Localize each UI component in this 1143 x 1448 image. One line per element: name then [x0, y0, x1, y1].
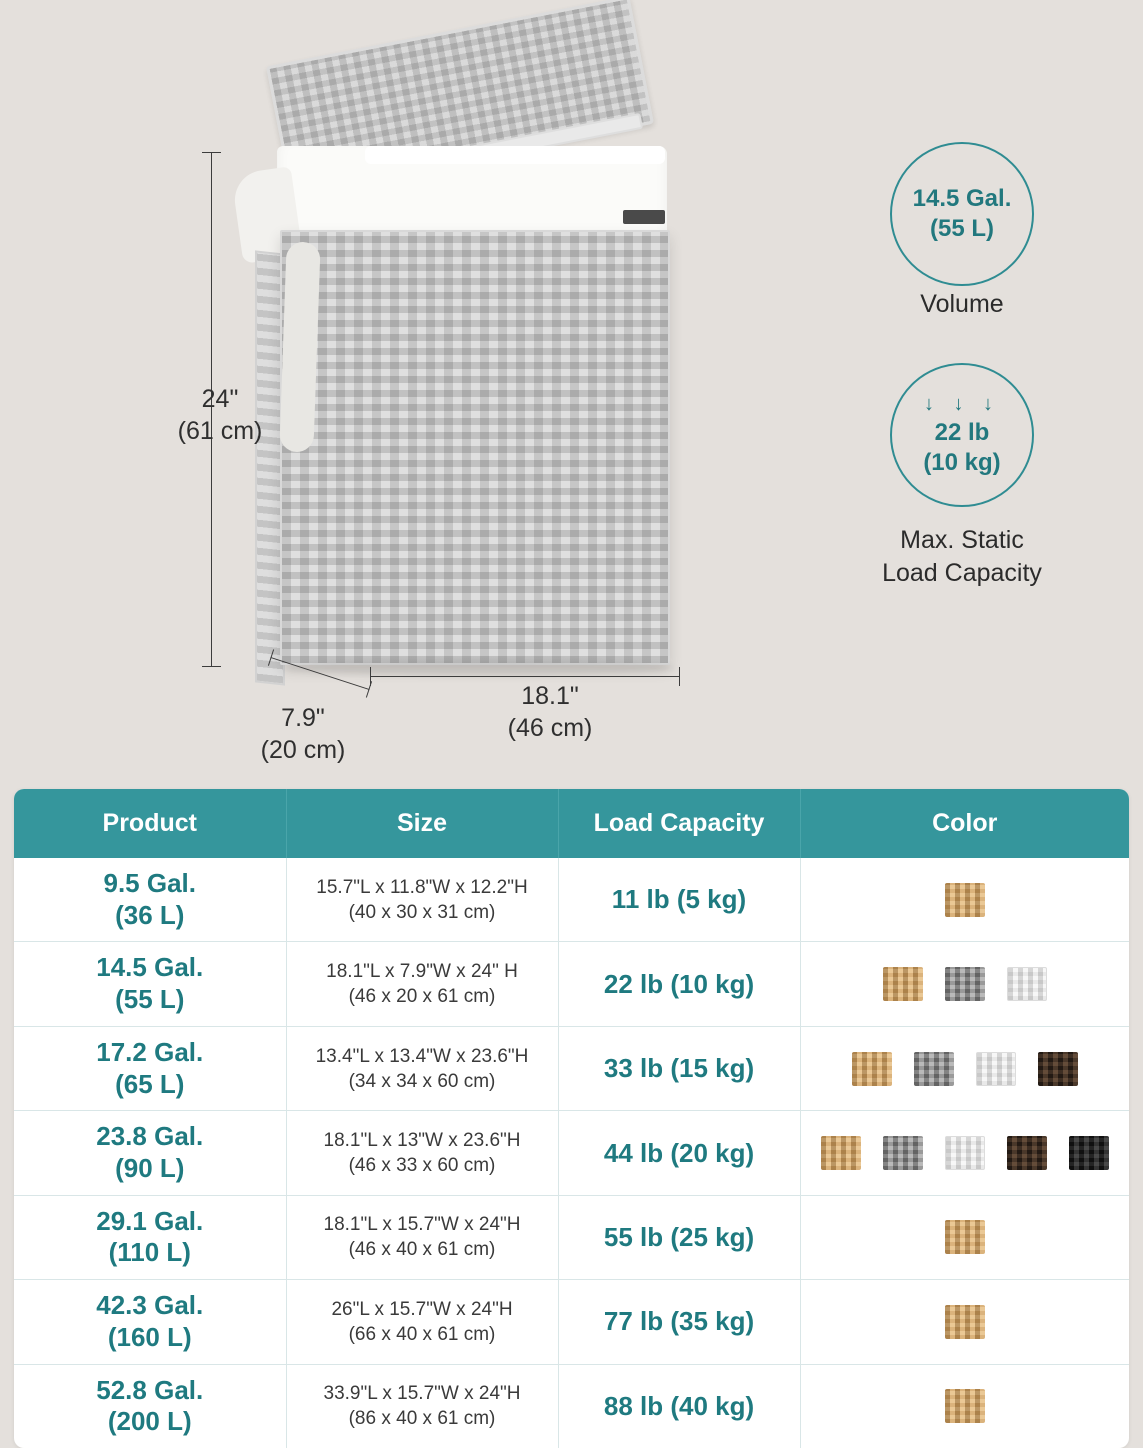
column-header-product: Product [14, 789, 286, 858]
size-metric: (66 x 40 x 61 cm) [348, 1323, 496, 1345]
cell-size [286, 1026, 558, 1110]
size-imperial: 13.4"L x 13.4"W x 23.6"H [315, 1045, 529, 1067]
column-header-load-capacity: Load Capacity [558, 789, 800, 858]
color-swatch-group [807, 1305, 1124, 1339]
color-swatch-natural [945, 883, 985, 917]
load-badge-pounds: 22 lb [934, 419, 990, 446]
cell-size [286, 1111, 558, 1195]
hamper-woven-body [280, 230, 670, 665]
color-swatch-brown [1038, 1052, 1078, 1086]
cell-color [800, 942, 1129, 1026]
hamper-shadow [285, 660, 675, 676]
size-imperial: 18.1"L x 15.7"W x 24"H [323, 1214, 521, 1236]
product-volume-gal: 52.8 Gal. [96, 1374, 204, 1405]
product-volume-l: (110 L) [108, 1237, 191, 1268]
column-header-size: Size [286, 789, 558, 858]
load-caption-line2: Load Capacity [882, 558, 1042, 587]
color-swatch-brown [1007, 1136, 1047, 1170]
cell-color [800, 1195, 1129, 1279]
color-swatch-natural [852, 1052, 892, 1086]
color-swatch-white [976, 1052, 1016, 1086]
product-volume-gal: 42.3 Gal. [96, 1290, 204, 1321]
color-swatch-group [807, 1220, 1124, 1254]
product-volume-l: (200 L) [107, 1406, 192, 1437]
product-volume-l: (36 L) [115, 899, 185, 930]
cell-product [14, 858, 286, 942]
size-imperial: 18.1"L x 7.9"W x 24" H [326, 961, 518, 983]
cell-load-capacity: 11 lb (5 kg) [558, 858, 800, 942]
color-swatch-white [945, 1136, 985, 1170]
color-swatch-grey [914, 1052, 954, 1086]
color-swatch-group [807, 1136, 1124, 1170]
product-volume-l: (160 L) [107, 1321, 192, 1352]
color-swatch-natural [883, 967, 923, 1001]
cell-load-capacity: 77 lb (35 kg) [558, 1280, 800, 1364]
product-volume-l: (90 L) [115, 1153, 185, 1184]
product-volume-gal: 14.5 Gal. [96, 952, 204, 983]
volume-badge [890, 142, 1034, 286]
cell-load-capacity: 88 lb (40 kg) [558, 1364, 800, 1448]
load-capacity-badge-caption [792, 524, 1132, 589]
brand-logo-tag [623, 210, 665, 224]
width-value-inches: 18.1" [521, 682, 579, 710]
color-swatch-group [807, 883, 1124, 917]
size-imperial: 18.1"L x 13"W x 23.6"H [323, 1129, 521, 1151]
width-dimension-line [370, 676, 680, 677]
table-row [14, 942, 1129, 1026]
size-metric: (46 x 33 x 60 cm) [348, 1155, 496, 1177]
product-spec-table [14, 789, 1129, 1448]
table-row [14, 1195, 1129, 1279]
cell-size [286, 1364, 558, 1448]
depth-dimension-label [238, 702, 368, 766]
dimension-cap-top [202, 152, 221, 153]
cell-size [286, 1280, 558, 1364]
color-swatch-natural [945, 1305, 985, 1339]
cell-color [800, 1026, 1129, 1110]
size-metric: (34 x 34 x 60 cm) [348, 1070, 496, 1092]
dimension-cap-bottom [202, 666, 221, 667]
color-swatch-grey [883, 1136, 923, 1170]
laundry-hamper-illustration [255, 20, 685, 680]
size-metric: (40 x 30 x 31 cm) [348, 901, 496, 923]
cell-product [14, 1026, 286, 1110]
color-swatch-natural [821, 1136, 861, 1170]
product-volume-l: (65 L) [115, 1068, 185, 1099]
color-swatch-group [807, 1389, 1124, 1423]
cell-load-capacity: 44 lb (20 kg) [558, 1111, 800, 1195]
size-metric: (86 x 40 x 61 cm) [348, 1408, 496, 1430]
product-volume-l: (55 L) [115, 984, 185, 1015]
table-row [14, 858, 1129, 942]
column-header-color: Color [800, 789, 1129, 858]
color-swatch-natural [945, 1220, 985, 1254]
product-volume-gal: 23.8 Gal. [96, 1121, 204, 1152]
size-metric: (46 x 20 x 61 cm) [348, 986, 496, 1008]
color-swatch-white [1007, 967, 1047, 1001]
cell-size [286, 858, 558, 942]
cell-product [14, 942, 286, 1026]
dimension-cap-right [366, 681, 372, 697]
specification-table [14, 789, 1129, 1448]
volume-badge-liters: (55 L) [929, 215, 994, 242]
down-arrows-icon: ↓ ↓ ↓ [923, 393, 1001, 415]
cell-size [286, 942, 558, 1026]
width-dimension-label [460, 680, 640, 744]
color-swatch-natural [945, 1389, 985, 1423]
depth-value-inches: 7.9" [281, 704, 325, 732]
color-swatch-grey [945, 967, 985, 1001]
color-swatch-black [1069, 1136, 1109, 1170]
cell-size [286, 1195, 558, 1279]
height-value-cm: (61 cm) [177, 417, 263, 445]
height-dimension-label [160, 383, 280, 447]
cell-load-capacity: 55 lb (25 kg) [558, 1195, 800, 1279]
cell-load-capacity: 22 lb (10 kg) [558, 942, 800, 1026]
color-swatch-group [807, 967, 1124, 1001]
cell-color [800, 1111, 1129, 1195]
table-row [14, 1111, 1129, 1195]
table-header-row [14, 789, 1129, 858]
load-caption-line1: Max. Static [900, 526, 1024, 554]
cell-color [800, 1364, 1129, 1448]
table-row [14, 1364, 1129, 1448]
cell-product [14, 1280, 286, 1364]
product-volume-gal: 9.5 Gal. [103, 868, 196, 898]
cell-color [800, 1280, 1129, 1364]
cell-color [800, 858, 1129, 942]
size-imperial: 15.7"L x 11.8"W x 12.2"H [316, 876, 528, 898]
cell-load-capacity: 33 lb (15 kg) [558, 1026, 800, 1110]
dimension-cap-right [679, 667, 680, 686]
table-row [14, 1026, 1129, 1110]
cell-product [14, 1195, 286, 1279]
hamper-liner-fold [365, 146, 665, 164]
load-badge-kilograms: (10 kg) [923, 449, 1001, 476]
size-imperial: 26"L x 15.7"W x 24"H [331, 1298, 513, 1320]
table-body [14, 858, 1129, 1448]
color-swatch-group [807, 1052, 1124, 1086]
volume-badge-gallons: 14.5 Gal. [912, 185, 1012, 212]
cell-product [14, 1111, 286, 1195]
height-value-inches: 24" [201, 385, 239, 413]
depth-value-cm: (20 cm) [260, 736, 346, 764]
width-value-cm: (46 cm) [507, 714, 593, 742]
size-imperial: 33.9"L x 15.7"W x 24"H [323, 1383, 521, 1405]
product-volume-gal: 29.1 Gal. [96, 1205, 204, 1236]
table-row [14, 1280, 1129, 1364]
size-metric: (46 x 40 x 61 cm) [348, 1239, 496, 1261]
volume-badge-caption: Volume [920, 290, 1004, 318]
table-header [14, 789, 1129, 858]
product-volume-gal: 17.2 Gal. [96, 1036, 204, 1067]
cell-product [14, 1364, 286, 1448]
load-capacity-badge [890, 363, 1034, 507]
